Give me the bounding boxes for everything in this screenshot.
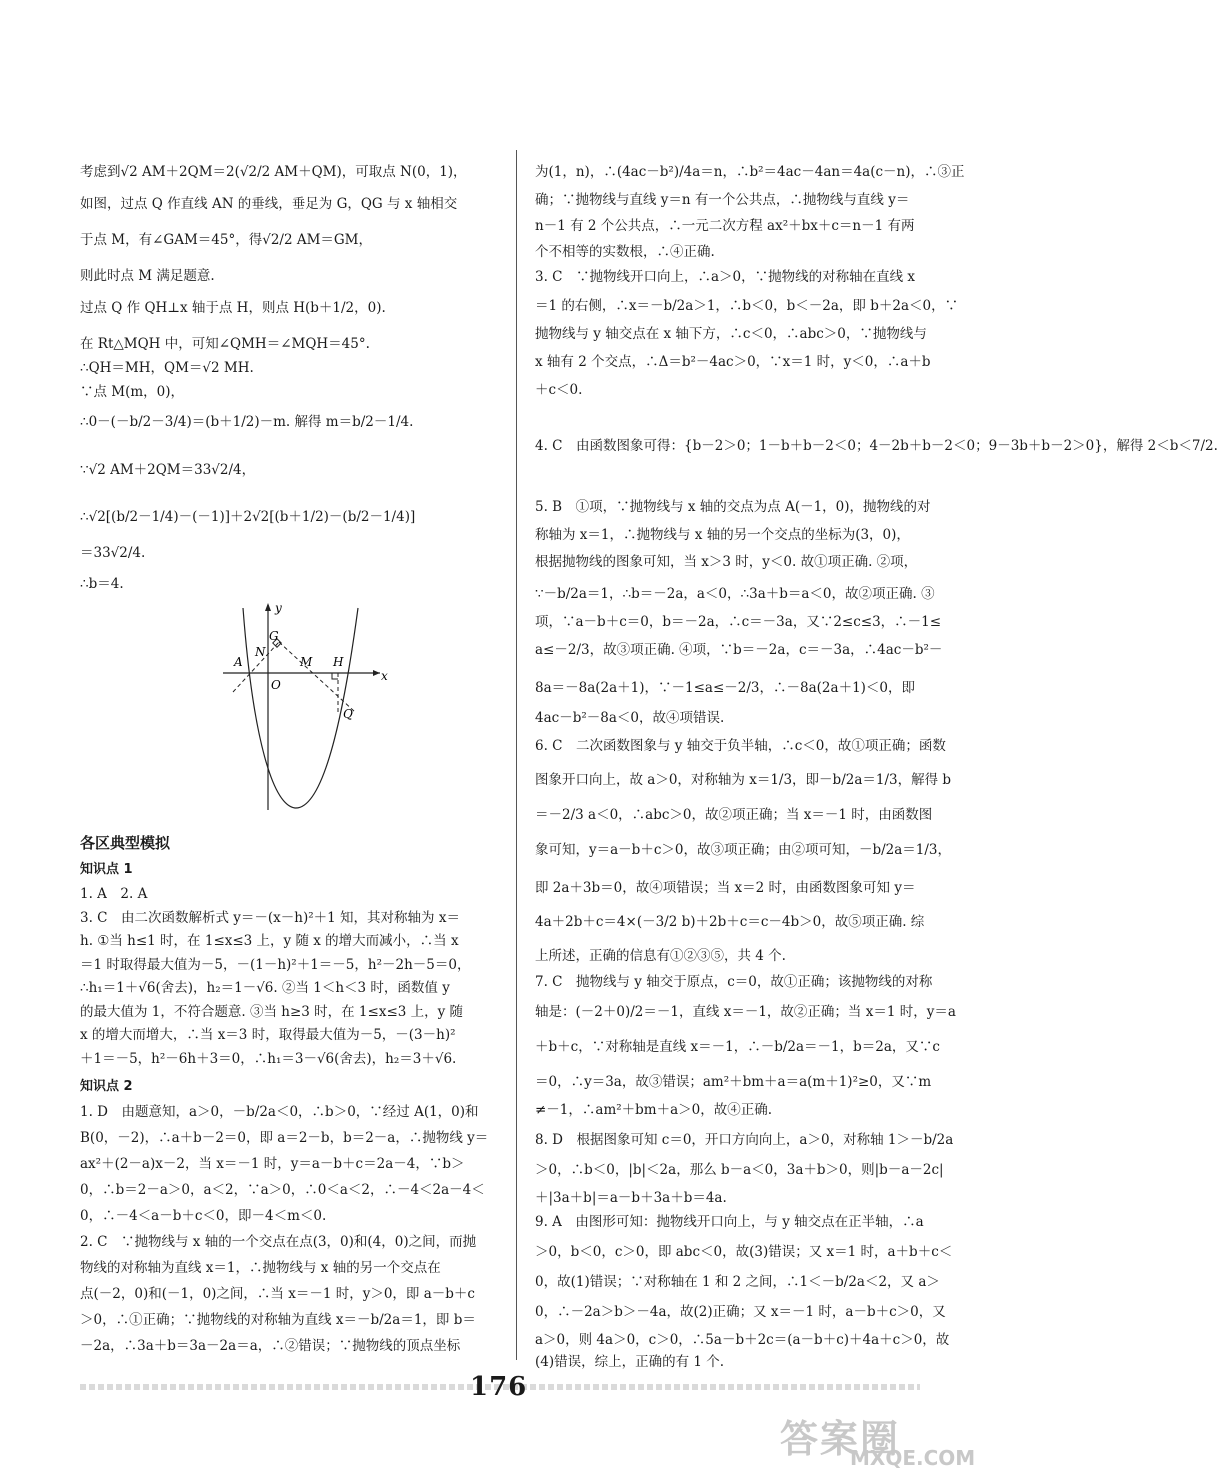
kp1-line: 3. C 由二次函数解析式 y＝－(x－h)²＋1 知，其对称轴为 x＝: [80, 909, 460, 926]
kp2-line: 物线的对称轴为直线 x＝1，∴抛物线与 x 轴的另一个交点在: [80, 1260, 441, 1276]
answer-line: 称轴为 x＝1，∴抛物线与 x 轴的另一个交点的坐标为(3，0)，: [535, 527, 910, 543]
answer-line: (4)错误，综上，正确的有 1 个.: [535, 1354, 725, 1370]
answer-line: 轴是：(－2＋0)/2＝－1，直线 x＝－1，故②正确；当 x＝1 时，y＝a: [535, 1004, 956, 1020]
answer-line: a≤－2/3，故③项正确. ④项，∵b＝－2a，c＝－3a，∴4ac－b²－: [535, 642, 943, 658]
page-number: 176: [470, 1372, 528, 1402]
answer-line: 确；∵抛物线与直线 y＝n 有一个公共点，∴抛物线与直线 y＝: [535, 192, 910, 208]
kp2-line: ax²＋(2－a)x－2，当 x＝－1 时，y＝a－b＋c＝2a－4，∵b＞: [80, 1156, 465, 1172]
label-m: M: [300, 655, 313, 669]
answer-line: 4a＋2b＋c＝4×(－3/2 b)＋2b＋c＝c－4b＞0，故⑤项正确. 综: [535, 914, 925, 930]
answer-line: a＞0，则 4a＞0，c＞0，∴5a－b＋2c＝(a－b＋c)＋4a＋c＞0，故: [535, 1332, 950, 1348]
kp2-line: 2. C ∵抛物线与 x 轴的一个交点在点(3，0)和(4，0)之间，而抛: [80, 1234, 477, 1250]
kp2-line: 1. D 由题意知，a＞0，－b/2a＜0，∴b＞0，∵经过 A(1，0)和: [80, 1104, 479, 1120]
solution-line: ∴QH＝MH，QM＝√2 MH.: [80, 360, 254, 376]
right-angle-h: [332, 673, 338, 679]
answer-line: 8. D 根据图象可知 c＝0，开口方向向上，a＞0，对称轴 1＞－b/2a: [535, 1132, 954, 1148]
line-gq: [279, 642, 355, 712]
kp1-title: 知识点 1: [80, 862, 133, 877]
answer-line: 上所述，正确的信息有①②③⑤，共 4 个.: [535, 948, 786, 964]
kp2-line: 点(－2，0)和(－1，0)之间，∴当 x＝－1 时，y＞0，即 a－b＋c: [80, 1286, 475, 1302]
kp1-line: 1. A 2. A: [80, 886, 148, 902]
answer-line: ＝－2/3 a＜0，∴abc＞0，故②项正确；当 x＝－1 时，由函数图: [535, 807, 933, 823]
label-a: A: [234, 655, 243, 669]
label-o: O: [271, 678, 281, 692]
answer-line: ＋|3a＋b|＝a－b＋3a＋b＝4a.: [535, 1190, 727, 1206]
label-q: Q: [343, 707, 353, 721]
parabola-curve: [243, 608, 358, 808]
answer-line: 4. C 由函数图象可得：{b－2＞0；1－b＋b－2＜0；4－2b＋b－2＜0；9－3b＋b－2＞0}，解得 2＜b＜7/2.: [535, 438, 1218, 454]
answer-line: 3. C ∵抛物线开口向上，∴a＞0，∵抛物线的对称轴在直线 x: [535, 269, 916, 285]
kp1-line: x 的增大而增大，∴当 x＝3 时，取得最大值为－5，－(3－h)²: [80, 1027, 456, 1043]
kp2-line: B(0，－2)，∴a＋b－2＝0，即 a＝2－b，b＝2－a，∴抛物线 y＝: [80, 1130, 489, 1146]
answer-line: 5. B ①项，∵抛物线与 x 轴的交点为点 A(－1，0)，抛物线的对: [535, 499, 931, 515]
answer-line: 根据抛物线的图象可知，当 x＞3 时，y＜0. 故①项正确. ②项，: [535, 554, 918, 570]
parabola-figure: [215, 600, 405, 815]
solution-line: ∴b＝4.: [80, 576, 124, 592]
answer-line: 9. A 由图形可知：抛物线开口向上，与 y 轴交点在正半轴，∴a: [535, 1214, 924, 1230]
answer-line: n－1 有 2 个公共点，∴一元二次方程 ax²＋bx＋c＝n－1 有两: [535, 218, 915, 234]
answer-line: 象可知，y＝a－b＋c＞0，故③项正确；由②项可知，－b/2a＝1/3，: [535, 842, 952, 858]
answer-line: ＝1 的右侧，∴x＝－b/2a＞1，∴b＜0，b＜－2a，即 b＋2a＜0，∵: [535, 298, 959, 314]
watermark-logo: [780, 1408, 980, 1468]
solution-line: 则此时点 M 满足题意.: [80, 268, 215, 284]
kp1-line: ＝1 时取得最大值为－5，－(1－h)²＋1＝－5，h²－2h－5＝0，: [80, 956, 471, 973]
watermark-sub: MXQE.COM: [850, 1446, 976, 1470]
section-title: 各区典型模拟: [80, 834, 171, 852]
kp1-line: h. ①当 h≤1 时，在 1≤x≤3 上，y 随 x 的增大而减小，∴当 x: [80, 933, 459, 949]
label-y: y: [275, 601, 282, 615]
solution-line: 过点 Q 作 QH⊥x 轴于点 H，则点 H(b＋1/2，0).: [80, 300, 386, 316]
answer-line: 为(1，n)，∴(4ac－b²)/4a＝n，∴b²＝4ac－4an＝4a(c－n)，∴③正: [535, 164, 965, 180]
solution-line: 如图，过点 Q 作直线 AN 的垂线，垂足为 G，QG 与 x 轴相交: [80, 196, 458, 212]
answer-line: 7. C 抛物线与 y 轴交于原点，c＝0，故①正确；该抛物线的对称: [535, 974, 933, 990]
solution-line: ∴0－(－b/2－3/4)＝(b＋1/2)－m. 解得 m＝b/2－1/4.: [80, 414, 414, 430]
answer-line: ＞0，∴b＜0，|b|＜2a，那么 b－a＜0，3a＋b＞0，则|b－a－2c|: [535, 1162, 944, 1178]
solution-line: ∵√2 AM＋2QM＝33√2/4，: [80, 462, 256, 478]
answer-line: x 轴有 2 个交点，∴Δ＝b²－4ac＞0，∵x＝1 时，y＜0，∴a＋b: [535, 354, 931, 370]
solution-line: 考虑到√2 AM＋2QM＝2(√2/2 AM＋QM)，可取点 N(0，1)，: [80, 164, 467, 180]
kp2-line: －2a，∴3a＋b＝3a－2a＝a，∴②错误；∵抛物线的顶点坐标: [80, 1338, 461, 1354]
kp2-line: 0，∴－4＜a－b＋c＜0，即－4＜m＜0.: [80, 1208, 327, 1224]
watermark-main: 答案圈: [780, 1417, 901, 1461]
answer-line: 8a＝－8a(2a＋1)，∵－1≤a≤－2/3，∴－8a(2a＋1)＜0，即: [535, 680, 916, 696]
answer-line: 项，∵a－b＋c＝0，b＝－2a，∴c＝－3a，又∵2≤c≤3，∴－1≤: [535, 614, 942, 630]
solution-line: ＝33√2/4.: [80, 545, 146, 561]
solution-line: ∴√2[(b/2－1/4)－(－1)]＋2√2[(b＋1/2)－(b/2－1/4)]: [80, 509, 416, 525]
answer-line: ≠－1，∴am²＋bm＋a＞0，故④正确.: [535, 1102, 773, 1118]
kp1-line: ＋1＝－5，h²－6h＋3＝0，∴h₁＝3－√6(舍去)，h₂＝3＋√6.: [80, 1050, 457, 1067]
label-g: G: [269, 629, 279, 643]
y-axis-arrow: [265, 603, 271, 611]
answer-line: ＋c＜0.: [535, 382, 583, 398]
solution-line: 在 Rt△MQH 中，可知∠QMH＝∠MQH＝45°.: [80, 336, 370, 352]
answer-line: 即 2a＋3b＝0，故④项错误；当 x＝2 时，由函数图象可知 y＝: [535, 880, 916, 896]
label-x: x: [381, 669, 388, 683]
answer-line: 个不相等的实数根，∴④正确.: [535, 244, 715, 260]
answer-line: 4ac－b²－8a＜0，故④项错误.: [535, 710, 725, 726]
answer-line: 抛物线与 y 轴交点在 x 轴下方，∴c＜0，∴abc＞0，∵抛物线与: [535, 326, 927, 342]
kp1-line: ∴h₁＝1＋√6(舍去)，h₂＝1－√6. ②当 1＜h＜3 时，函数值 y: [80, 980, 450, 996]
answer-line: ∵－b/2a＝1，∴b＝－2a，a＜0，∴3a＋b＝a＜0，故②项正确. ③: [535, 586, 935, 602]
kp2-line: 0，∴b＝2－a＞0，a＜2，∵a＞0，∴0＜a＜2，∴－4＜2a－4＜: [80, 1182, 485, 1198]
answer-line: 0，∴－2a＞b＞－4a，故(2)正确；又 x＝－1 时，a－b＋c＞0，又: [535, 1304, 946, 1320]
x-axis-arrow: [373, 670, 380, 676]
kp2-title: 知识点 2: [80, 1079, 133, 1094]
column-divider: [516, 150, 517, 1360]
answer-line: ＋b＋c，∵对称轴是直线 x＝－1，∴－b/2a＝－1，b＝2a，又∵c: [535, 1039, 940, 1055]
answer-line: 6. C 二次函数图象与 y 轴交于负半轴，∴c＜0，故①项正确；函数: [535, 738, 946, 754]
answer-line: 图象开口向上，故 a＞0，对称轴为 x＝1/3，即－b/2a＝1/3，解得 b: [535, 772, 952, 788]
answer-line: 0，故(1)错误；∵对称轴在 1 和 2 之间，∴1＜－b/2a＜2，又 a＞: [535, 1274, 940, 1290]
kp1-line: 的最大值为 1，不符合题意. ③当 h≥3 时，在 1≤x≤3 上，y 随: [80, 1003, 464, 1020]
kp2-line: ＞0，∴①正确；∵抛物线的对称轴为直线 x＝－b/2a＝1，即 b＝: [80, 1312, 476, 1328]
solution-line: ∵点 M(m，0)，: [80, 384, 185, 400]
answer-line: ＝0，∴y＝3a，故③错误；am²＋bm＋a＝a(m＋1)²≥0，又∵m: [535, 1074, 932, 1090]
label-n: N: [255, 645, 266, 659]
label-h: H: [333, 655, 344, 669]
solution-line: 于点 M，有∠GAM＝45°，得√2/2 AM＝GM，: [80, 232, 373, 248]
answer-line: ＞0，b＜0，c＞0，即 abc＜0，故(3)错误；又 x＝1 时，a＋b＋c＜: [535, 1244, 953, 1260]
